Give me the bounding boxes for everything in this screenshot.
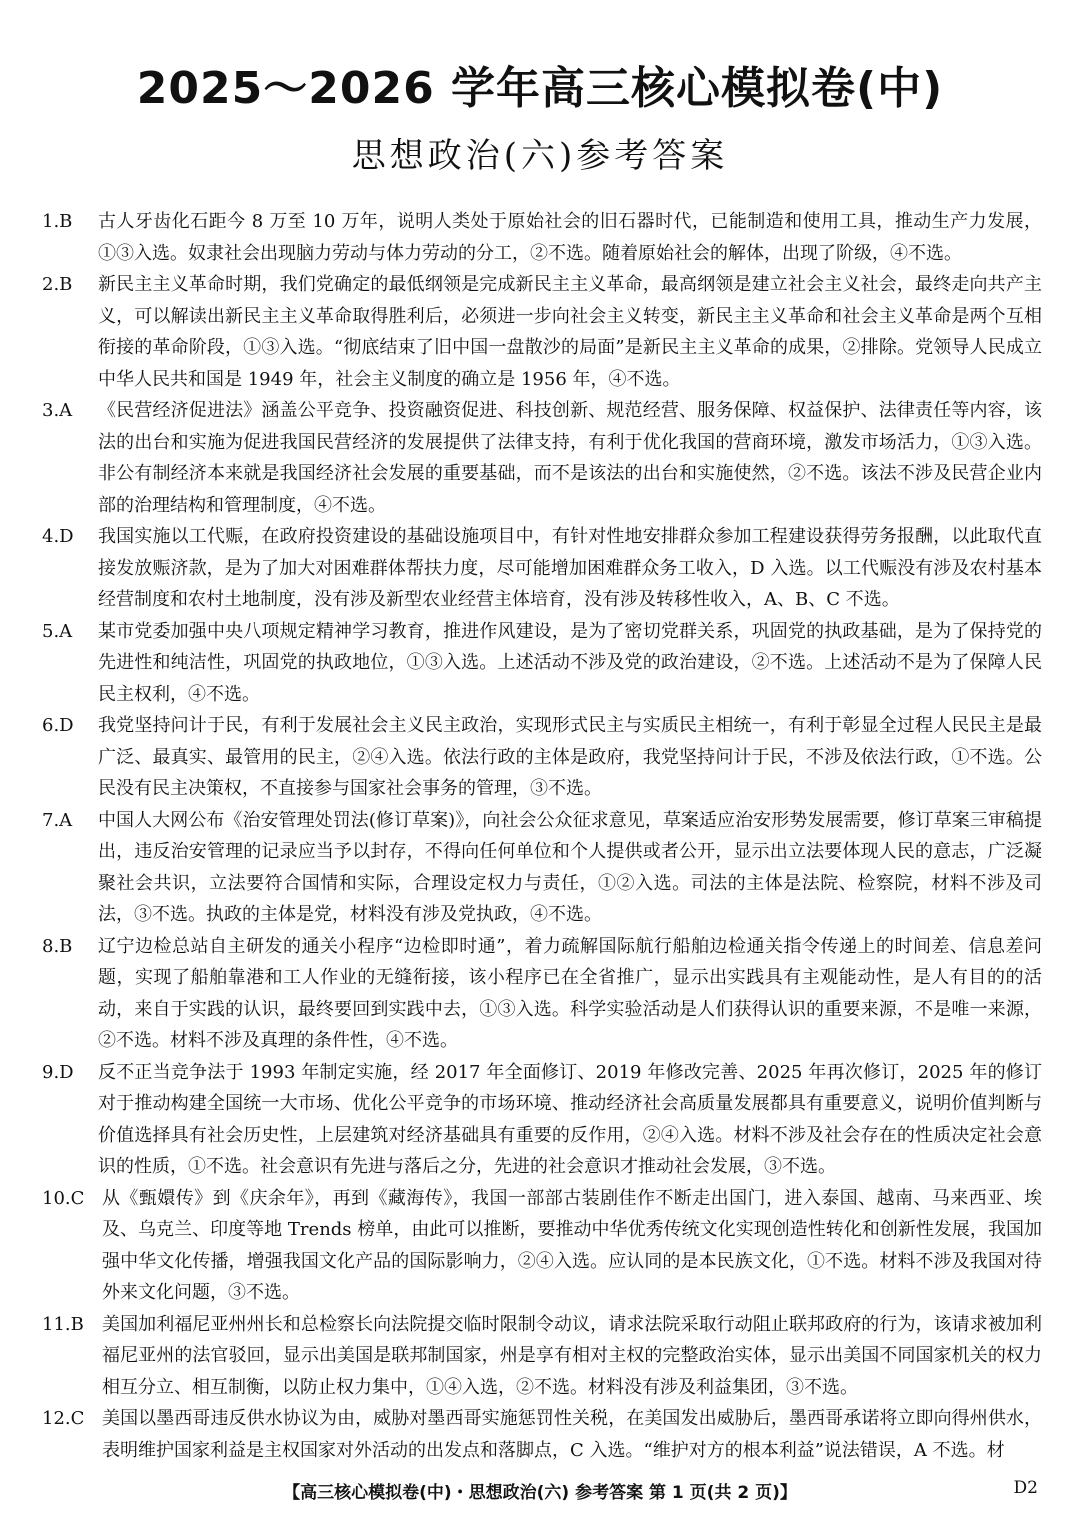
page-footer — [0, 1478, 1080, 1508]
answer-code: 11.B — [42, 1313, 84, 1335]
answer-code: 10.C — [42, 1187, 85, 1209]
answer-item-5 — [42, 616, 1042, 711]
answer-explanation: 从《甄嬛传》到《庆余年》，再到《藏海传》，我国一部部古装剧佳作不断走出国门，进入泰国、越南、马来西亚、埃及、乌克兰、印度等地 Trends 榜单，由此可以推断，要推动中华优秀传统文化实现创造性转化和创新性发展，我国加强中华文化传播，增强我国文化产品的国际影响力，②④入选。应认同的是本民族文化，①不选。材料不涉及我国对待外来文化问题，③不选。 — [102, 1187, 1042, 1303]
answer-explanation: 美国加利福尼亚州州长和总检察长向法院提交临时限制令动议，请求法院采取行动阻止联邦政府的行为，该请求被加利福尼亚州的法官驳回，显示出美国是联邦制国家，州是享有相对主权的完整政治实体，显示出美国不同国家机关的权力相互分立、相互制衡，以防止权力集中，①④入选，②不选。材料没有涉及利益集团，③不选。 — [102, 1313, 1042, 1398]
answer-explanation: 新民主主义革命时期，我们党确定的最低纲领是完成新民主主义革命，最高纲领是建立社会主义社会，最终走向共产主义，可以解读出新民主主义革命取得胜利后，必须进一步向社会主义转变，新民主主义革命和社会主义革命是两个互相衔接的革命阶段，①③入选。“彻底结束了旧中国一盘散沙的局面”是新民主主义革命的成果，②排除。党领导人民成立中华人民共和国是 1949 年，社会主义制度的确立是 1956 年，④不选。 — [98, 274, 1042, 390]
answer-code: 9.D — [42, 1061, 74, 1083]
answer-explanation: 《民营经济促进法》涵盖公平竞争、投资融资促进、科技创新、规范经营、服务保障、权益保护、法律责任等内容，该法的出台和实施为促进我国民营经济的发展提供了法律支持，有利于优化我国的营商环境，激发市场活力，①③入选。非公有制经济本来就是我国经济社会发展的重要基础，而不是该法的出台和实施使然，②不选。该法不涉及民营企业内部的治理结构和管理制度，④不选。 — [98, 400, 1042, 516]
answer-item-1 — [42, 206, 1042, 269]
answer-item-7 — [42, 805, 1042, 931]
answer-item-8 — [42, 931, 1042, 1057]
answer-code: 2.B — [42, 274, 73, 295]
answer-code: 5.A — [42, 620, 73, 642]
answer-list — [42, 206, 1042, 1466]
footer-code: D2 — [1013, 1478, 1038, 1498]
answer-item-12 — [42, 1403, 1042, 1466]
answer-code: 4.D — [42, 526, 74, 547]
answer-explanation: 美国以墨西哥违反供水协议为由，威胁对墨西哥实施惩罚性关税，在美国发出威胁后，墨西哥承诺将立即向得州供水，表明维护国家利益是主权国家对外活动的出发点和落脚点，C 入选。“维护对方的根本利益”说法错误，A 不选。材 — [102, 1408, 1042, 1461]
answer-item-3 — [42, 395, 1042, 521]
page-subtitle: 思想政治(六)参考答案 — [351, 136, 729, 176]
answer-code: 6.D — [42, 715, 74, 736]
answer-item-4 — [42, 521, 1042, 616]
answer-code: 12.C — [42, 1408, 85, 1429]
answer-explanation: 中国人大网公布《治安管理处罚法(修订草案)》，向社会公众征求意见，草案适应治安形势发展需要，修订草案三审稿提出，违反治安管理的记录应当予以封存，不得向任何单位和个人提供或者公开，显示出立法要体现人民的意志，广泛凝聚社会共识，立法要符合国情和实际，合理设定权力与责任，①②入选。司法的主体是法院、检察院，材料不涉及司法，③不选。执政的主体是党，材料没有涉及党执政，④不选。 — [98, 809, 1042, 925]
footer-label: 【高三核心模拟卷(中)・思想政治(六) 参考答案 第 1 页(共 2 页)】 — [283, 1483, 797, 1503]
answer-code: 8.B — [42, 935, 73, 957]
answer-code: 3.A — [42, 400, 73, 421]
answer-item-10 — [42, 1183, 1042, 1309]
answer-item-2 — [42, 269, 1042, 395]
answer-code: 1.B — [42, 211, 73, 232]
answer-explanation: 古人牙齿化石距今 8 万至 10 万年，说明人类处于原始社会的旧石器时代，已能制造和使用工具，推动生产力发展，①③入选。奴隶社会出现脑力劳动与体力劳动的分工，②不选。随着原始社会的解体，出现了阶级，④不选。 — [98, 211, 1042, 264]
answer-code: 7.A — [42, 809, 73, 831]
answer-item-9 — [42, 1057, 1042, 1183]
answer-explanation: 我党坚持问计于民，有利于发展社会主义民主政治，实现形式民主与实质民主相统一，有利于彰显全过程人民民主是最广泛、最真实、最管用的民主，②④入选。依法行政的主体是政府，我党坚持问计于民，不涉及依法行政，①不选。公民没有民主决策权，不直接参与国家社会事务的管理，③不选。 — [98, 715, 1042, 799]
answer-explanation: 反不正当竞争法于 1993 年制定实施，经 2017 年全面修订、2019 年修改完善、2025 年再次修订，2025 年的修订对于推动构建全国统一大市场、优化公平竞争的市场环境、推动经济社会高质量发展都具有重要意义，说明价值判断与价值选择具有社会历史性，上层建筑对经济基础具有重要的反作用，②④入选。材料不涉及社会存在的性质决定社会意识的性质，①不选。社会意识有先进与落后之分，先进的社会意识才推动社会发展，③不选。 — [98, 1061, 1042, 1177]
answer-item-6 — [42, 710, 1042, 805]
answer-explanation: 某市党委加强中央八项规定精神学习教育，推进作风建设，是为了密切党群关系，巩固党的执政基础，是为了保持党的先进性和纯洁性，巩固党的执政地位，①③入选。上述活动不涉及党的政治建设，②不选。上述活动不是为了保障人民民主权利，④不选。 — [98, 620, 1042, 705]
answer-item-11 — [42, 1309, 1042, 1404]
answer-explanation: 辽宁边检总站自主研发的通关小程序“边检即时通”，着力疏解国际航行船舶边检通关指令传递上的时间差、信息差问题，实现了船舶靠港和工人作业的无缝衔接，该小程序已在全省推广，显示出实践具有主观能动性，是人有目的的活动，来自于实践的认识，最终要回到实践中去，①③入选。科学实验活动是人们获得认识的重要来源，不是唯一来源，②不选。材料不涉及真理的条件性，④不选。 — [98, 935, 1042, 1051]
answer-explanation: 我国实施以工代赈，在政府投资建设的基础设施项目中，有针对性地安排群众参加工程建设获得劳务报酬，以此取代直接发放赈济款，是为了加大对困难群体帮扶力度，尽可能增加困难群众务工收入，D 入选。以工代赈没有涉及农村基本经营制度和农村土地制度，没有涉及新型农业经营主体培育，没有涉及转移性收入，A、B、C 不选。 — [98, 526, 1042, 610]
page-title: 2025～2026 学年高三核心模拟卷(中) — [136, 63, 944, 114]
